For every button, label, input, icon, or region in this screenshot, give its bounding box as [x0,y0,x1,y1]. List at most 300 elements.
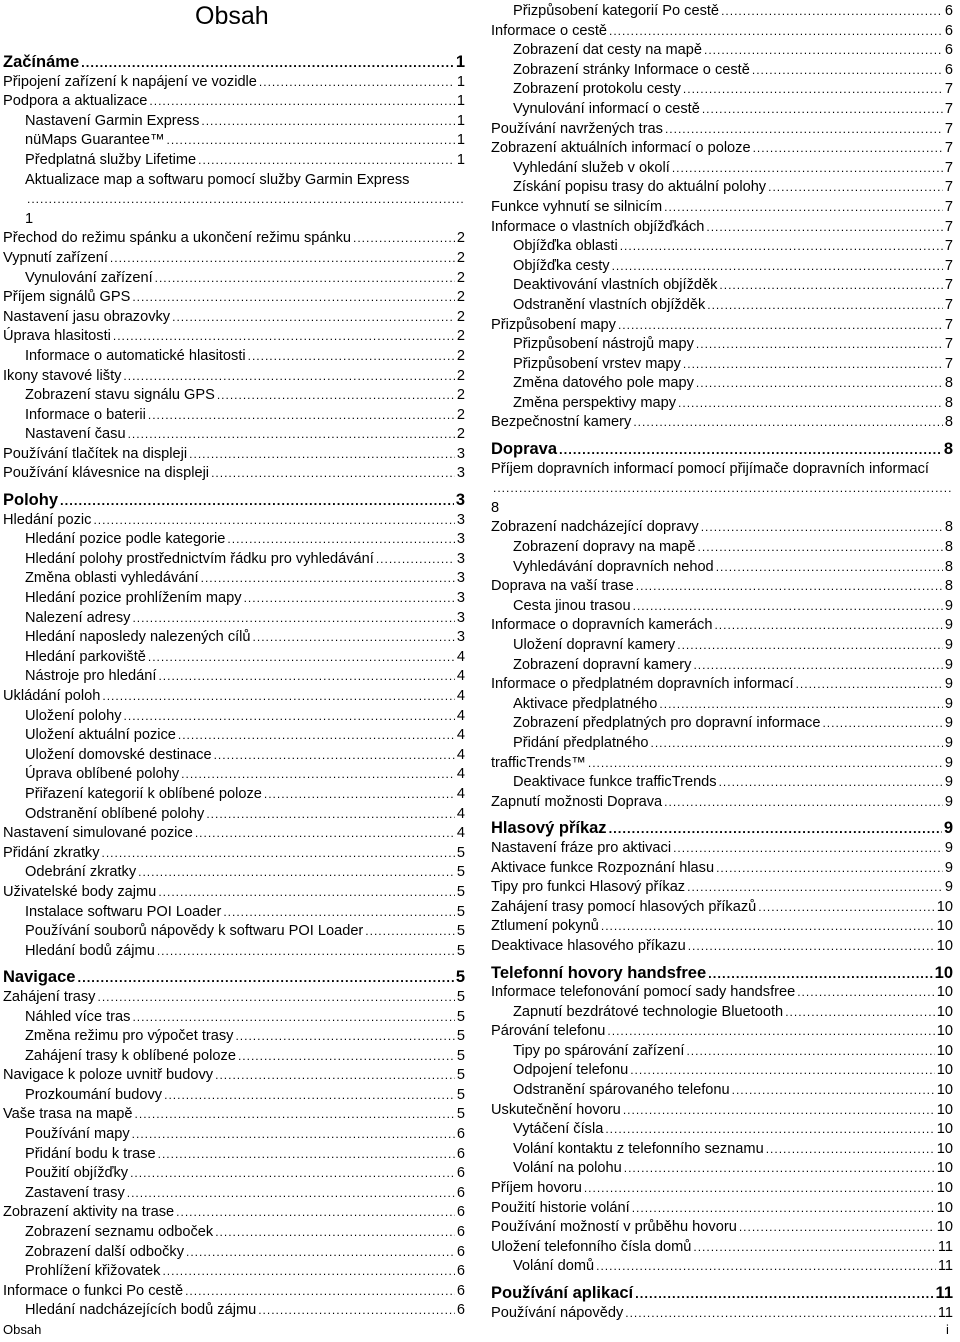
toc-leader-dots [176,1203,455,1223]
toc-entry-label: Změna oblasti vyhledávání [25,570,199,587]
toc-entry-label: Přizpůsobení kategorií Po cestě [513,3,720,19]
toc-leader-dots [135,1105,455,1125]
toc-entry[interactable] [491,597,953,617]
toc-entry-label: Příjem signálů GPS [3,289,131,306]
toc-entry[interactable] [491,316,953,336]
toc-leader-dots [758,898,935,918]
toc-entry[interactable] [3,844,465,864]
toc-entry[interactable] [491,374,953,394]
toc-entry[interactable] [3,1086,465,1106]
toc-leader-dots [214,746,455,766]
toc-entry[interactable] [3,883,465,903]
toc-entry[interactable] [3,511,465,531]
toc-page-number: 10 [936,1121,953,1138]
toc-entry-label: Zobrazení seznamu odboček [25,1224,214,1241]
toc-leader-dots [618,316,943,336]
toc-entry[interactable] [3,1066,465,1086]
toc-entry-label: Prohlížení křižovatek [25,1263,161,1280]
toc-entry[interactable] [491,898,953,918]
toc-entry[interactable] [491,675,953,695]
toc-chapter[interactable] [3,491,465,511]
toc-page-number: 5 [456,988,465,1005]
toc-page-number: 7 [944,159,953,176]
toc-page-number: 6 [456,1302,465,1319]
toc-page-number: 5 [456,1008,465,1025]
toc-page-number: 3 [456,465,465,482]
toc-entry[interactable] [491,859,953,879]
toc-leader-dots [706,218,942,238]
toc-page-number: 10 [936,898,953,915]
toc-page-number: 11 [935,1284,953,1302]
toc-entry[interactable] [491,100,953,120]
toc-entry-label: Odstranění oblíbené polohy [25,805,205,822]
toc-leader-dots [707,296,943,316]
toc-entry-label: Použití historie volání [491,1199,630,1216]
toc-entry[interactable] [491,577,953,597]
toc-entry[interactable] [491,656,953,676]
toc-page-number: 1 [456,93,465,110]
toc-leader-dots [353,229,455,249]
toc-entry-label: Podpora a aktualizace [3,93,148,110]
toc-entry[interactable] [491,518,953,538]
toc-entry[interactable] [491,1218,953,1238]
toc-entry[interactable] [491,394,953,414]
toc-entry[interactable] [3,269,465,289]
toc-entry-label: Přizpůsobení nástrojů mapy [513,336,694,353]
toc-page-number: 2 [456,308,465,325]
toc-leader-dots [752,61,943,81]
toc-leader-dots [601,917,935,937]
toc-leader-dots [693,1238,935,1258]
toc-entry[interactable] [491,237,953,257]
toc-entry-label: Objížďka cesty [513,257,610,274]
toc-page-number: 11 [937,1304,953,1321]
toc-leader-dots [672,159,943,179]
toc-entry[interactable] [3,445,465,465]
toc-page-number: 7 [944,316,953,333]
toc-entry-label: Informace o funkci Po cestě [3,1282,184,1299]
toc-entry-label: Používání možností v průběhu hovoru [491,1219,737,1236]
toc-page-number: 3 [456,609,465,626]
toc-page-number: 10 [936,1140,953,1157]
toc-entry[interactable] [491,1042,953,1062]
toc-leader-dots [148,406,455,426]
toc-entry[interactable] [3,667,465,687]
toc-entry-label: Uložení aktuální pozice [25,727,176,744]
toc-chapter[interactable] [491,964,953,984]
toc-entry[interactable] [3,785,465,805]
toc-entry-label: Aktivace funkce Rozpoznání hlasu [491,859,715,876]
toc-entry[interactable] [491,878,953,898]
toc-page-number: 9 [944,715,953,732]
toc-entry[interactable] [491,1140,953,1160]
toc-entry[interactable] [491,695,953,715]
toc-entry[interactable] [491,335,953,355]
toc-chapter[interactable] [491,1284,953,1304]
toc-entry[interactable] [491,1120,953,1140]
toc-leader-dots [60,491,454,511]
toc-leader-dots [217,386,455,406]
toc-entry-label: Zobrazení další odbočky [25,1243,184,1260]
toc-page-number: 4 [456,668,465,685]
toc-leader-dots [651,734,943,754]
toc-page-number: 4 [456,805,465,822]
toc-page-number: 1 [25,210,34,227]
toc-leader-dots [127,1184,455,1204]
toc-entry-label: Náhled více tras [25,1008,131,1025]
toc-page-number: 1 [456,112,465,129]
toc-page-number: 10 [936,1160,953,1177]
toc-entry[interactable] [3,863,465,883]
toc-entry-label: Vynulování informací o cestě [513,100,700,117]
toc-entry[interactable] [491,41,953,61]
toc-entry-label: Nalezení adresy [25,609,131,626]
toc-leader-dots [796,675,943,695]
toc-entry[interactable] [491,276,953,296]
toc-leader-dots [630,1061,935,1081]
toc-leader-dots [158,883,455,903]
toc-page-number: 6 [944,22,953,39]
toc-entry-label: Aktualizace map a softwaru pomocí služby Garmin Express [25,171,410,188]
toc-entry-label: Používání navržených tras [491,120,663,137]
toc-leader-dots [227,530,454,550]
toc-leader-dots [238,1047,455,1067]
toc-entry[interactable] [491,296,953,316]
toc-entry-label: Příjem hovoru [491,1180,582,1197]
toc-entry[interactable] [3,73,465,93]
toc-entry[interactable] [3,171,465,230]
toc-entry[interactable] [3,327,465,347]
toc-entry[interactable] [491,198,953,218]
toc-leader-dots [258,1301,455,1321]
toc-entry-label: Ikony stavové lišty [3,367,122,384]
toc-entry[interactable] [491,1081,953,1101]
toc-page-number: 10 [936,1199,953,1216]
toc-entry[interactable] [3,1145,465,1165]
toc-page-number: 3 [455,491,465,510]
toc-page-number: 8 [491,499,500,516]
toc-entry-label: Vyhledávání dopravních nehod [513,558,714,575]
toc-entry[interactable] [3,1164,465,1184]
toc-entry[interactable] [491,538,953,558]
toc-entry[interactable] [491,178,953,198]
toc-entry-label: Zahájení trasy [3,988,96,1005]
toc-leader-dots [584,1179,935,1199]
toc-leader-dots [110,249,455,269]
toc-entry[interactable] [3,131,465,151]
toc-entry[interactable] [491,1101,953,1121]
toc-leader-dots [696,335,943,355]
toc-leader-dots [93,511,454,531]
toc-entry[interactable] [3,942,465,962]
toc-entry-label: Používání nápovědy [491,1304,624,1321]
toc-page-number: 2 [456,347,465,364]
toc-entry-label: Uložení telefonního čísla domů [491,1238,692,1255]
toc-page-number: 3 [456,445,465,462]
toc-leader-dots [148,648,455,668]
toc-entry[interactable] [3,589,465,609]
toc-entry[interactable] [491,61,953,81]
toc-entry[interactable] [3,1125,465,1145]
toc-leader-dots [186,1243,455,1263]
toc-entry[interactable] [491,1061,953,1081]
toc-leader-dots [665,120,943,140]
toc-entry[interactable] [491,22,953,42]
toc-entry-label: Změna perspektivy mapy [513,394,677,411]
toc-entry-label: Odpojení telefonu [513,1062,629,1079]
toc-entry[interactable] [3,1047,465,1067]
toc-leader-dots [132,1008,454,1028]
toc-leader-dots [215,1066,455,1086]
toc-entry[interactable] [3,746,465,766]
toc-entry[interactable] [3,609,465,629]
toc-leader-dots [701,518,943,538]
toc-page-number: 3 [456,590,465,607]
toc-entry[interactable] [491,139,953,159]
toc-page-number: 9 [944,879,953,896]
toc-leader-dots [605,1120,934,1140]
toc-page-number: 4 [456,746,465,763]
toc-page-number: 5 [456,923,465,940]
toc-page-number: 11 [937,1238,953,1255]
toc-entry-label: Úprava hlasitosti [3,328,111,345]
toc-entry-label: Ztlumení pokynů [491,918,599,935]
toc-entry-label: Uskutečnění hovoru [491,1101,621,1118]
toc-entry-label: Zahájení trasy pomocí hlasových příkazů [491,898,757,915]
toc-page-number: 6 [456,1184,465,1201]
toc-entry-label: Navigace [3,968,76,987]
toc-page-number: 2 [456,289,465,306]
toc-entry-label: Tipy po spárování zařízení [513,1042,685,1059]
toc-chapter[interactable] [3,968,465,988]
toc-entry[interactable] [3,530,465,550]
toc-entry[interactable] [3,92,465,112]
toc-entry[interactable] [3,569,465,589]
toc-entry[interactable] [3,425,465,445]
toc-page-number: 9 [943,819,953,838]
toc-entry[interactable] [491,773,953,793]
toc-leader-dots [785,1003,935,1023]
toc-leader-dots [633,597,943,617]
toc-entry[interactable] [3,1243,465,1263]
toc-entry-label: Zobrazení aktivity na trase [3,1204,175,1221]
toc-entry[interactable] [491,734,953,754]
toc-leader-dots [659,695,942,715]
toc-entry-label: Funkce vyhnutí se silnicím [491,198,663,215]
toc-leader-dots [376,550,455,570]
toc-entry[interactable] [491,1022,953,1042]
toc-page-number: 9 [944,839,953,856]
toc-entry-label: Hledání pozic [3,511,92,528]
toc-entry[interactable] [491,1003,953,1023]
toc-chapter[interactable] [491,819,953,839]
toc-page-number: 9 [944,637,953,653]
toc-entry[interactable] [3,406,465,426]
toc-leader-dots [797,983,935,1003]
toc-page-number: 5 [456,1067,465,1084]
toc-entry[interactable] [3,288,465,308]
toc-page-number: 7 [944,296,953,313]
toc-page-number: 5 [456,864,465,881]
toc-entry[interactable] [3,726,465,746]
toc-page-number: 6 [456,1243,465,1260]
toc-chapter[interactable] [491,440,953,460]
toc-entry[interactable] [491,460,953,519]
toc-entry[interactable] [3,1301,465,1321]
toc-entry[interactable] [3,1203,465,1223]
toc-page-number: 6 [456,1263,465,1280]
toc-leader-dots [612,257,943,277]
toc-entry[interactable] [491,413,953,433]
toc-entry[interactable] [491,218,953,238]
toc-chapter[interactable] [3,53,465,73]
toc-entry[interactable] [3,648,465,668]
footer-section-title: Obsah [3,1322,42,1337]
toc-entry[interactable] [491,714,953,734]
toc-entry-label: Aktivace předplatného [513,695,658,712]
toc-entry[interactable] [3,922,465,942]
toc-entry[interactable] [491,616,953,636]
toc-entry[interactable] [491,1179,953,1199]
toc-entry-label: Telefonní hovory handsfree [491,963,707,982]
toc-leader-dots [698,538,943,558]
toc-entry-label: Používání mapy [25,1126,130,1143]
toc-entry[interactable] [3,903,465,923]
toc-entry[interactable] [3,249,465,269]
toc-entry[interactable] [491,355,953,375]
toc-page-number: 3 [456,550,465,567]
toc-entry[interactable] [3,1184,465,1204]
toc-page-number: 2 [456,387,465,404]
toc-entry-label: Volání domů [513,1258,595,1275]
toc-page-number: 10 [936,1062,953,1079]
toc-entry-label: Vaše trasa na mapě [3,1106,133,1123]
toc-entry[interactable] [3,112,465,132]
toc-page-number: 10 [936,918,953,935]
toc-page-number: 9 [944,859,953,876]
toc-page-number: 4 [456,766,465,783]
toc-entry[interactable] [491,983,953,1003]
toc-leader-dots [248,347,455,367]
toc-entry[interactable] [491,1257,953,1277]
toc-entry[interactable] [3,229,465,249]
toc-leader-dots [189,445,455,465]
toc-entry-label: Nastavení jasu obrazovky [3,308,171,325]
toc-entry[interactable] [491,1199,953,1219]
toc-leader-dots [609,22,943,42]
toc-page-number: 2 [456,269,465,286]
toc-entry[interactable] [491,257,953,277]
toc-page-number: 7 [944,140,953,157]
toc-entry[interactable] [3,386,465,406]
toc-page-number: 5 [456,1028,465,1045]
toc-entry[interactable] [3,765,465,785]
toc-entry[interactable] [3,464,465,484]
toc-leader-dots [162,1262,454,1282]
toc-page-number: 5 [456,1106,465,1123]
toc-entry[interactable] [491,120,953,140]
toc-entry[interactable] [491,754,953,774]
toc-entry[interactable] [491,917,953,937]
toc-entry[interactable] [3,1223,465,1243]
toc-page-number: 9 [944,656,953,673]
toc-entry[interactable] [3,824,465,844]
toc-page-number: 9 [944,617,953,634]
toc-entry-label: nüMaps Guarantee™ [25,132,165,149]
toc-column-left [3,46,465,1321]
toc-entry[interactable] [3,1027,465,1047]
toc-leader-dots [77,968,453,988]
toc-page-number: 7 [944,198,953,215]
toc-page-number: 10 [936,1003,953,1020]
toc-entry[interactable] [491,1304,953,1324]
toc-entry[interactable] [491,558,953,578]
toc-leader-dots [732,1081,935,1101]
toc-entry-label: Bezpečnostní kamery [491,414,632,431]
toc-entry[interactable] [3,1105,465,1125]
toc-entry[interactable] [3,805,465,825]
toc-entry-label: Přidání bodu k trase [25,1145,156,1162]
toc-page-number: 7 [944,81,953,98]
toc-entry[interactable] [3,1262,465,1282]
toc-entry[interactable] [491,937,953,957]
toc-entry[interactable] [3,1282,465,1302]
toc-entry[interactable] [3,550,465,570]
toc-entry[interactable] [3,367,465,387]
toc-entry[interactable] [3,151,465,171]
toc-entry-label: Používání tlačítek na displeji [3,445,188,462]
toc-entry[interactable] [3,687,465,707]
toc-page-number: 9 [944,754,953,771]
toc-entry-label: Vypnutí zařízení [3,249,108,266]
toc-leader-dots [683,355,943,375]
toc-entry-label: Zobrazení předplatných pro dopravní informace [513,715,821,732]
toc-page-number: 9 [944,597,953,614]
toc-entry[interactable] [491,2,953,22]
toc-leader-dots [559,440,942,460]
toc-leader-dots [624,1159,935,1179]
toc-entry[interactable] [491,793,953,813]
toc-entry[interactable] [491,636,953,656]
toc-entry[interactable] [3,1008,465,1028]
toc-entry[interactable] [3,308,465,328]
toc-entry[interactable] [3,347,465,367]
toc-entry[interactable] [3,988,465,1008]
toc-entry-label: Deaktivace hlasového příkazu [491,937,686,954]
toc-entry[interactable] [3,707,465,727]
toc-entry[interactable] [491,80,953,100]
toc-entry-label: Uložení polohy [25,707,122,724]
toc-entry-label: Zobrazení aktuálních informací o poloze [491,140,751,157]
toc-page-number: 10 [936,984,953,1001]
footer-page-number: i [946,1322,949,1337]
toc-entry[interactable] [491,1159,953,1179]
toc-entry-label: Hlasový příkaz [491,819,607,838]
toc-entry[interactable] [3,628,465,648]
toc-entry-label: Zastavení trasy [25,1184,125,1201]
toc-entry[interactable] [491,1238,953,1258]
toc-entry-label: Používání souborů nápovědy k softwaru POI Loader [25,923,364,940]
toc-entry-label: Nastavení fráze pro aktivaci [491,839,672,856]
toc-entry-label: Nastavení simulované pozice [3,825,193,842]
toc-page-number: 7 [944,277,953,294]
toc-column-right [491,2,953,1323]
toc-leader-dots [130,1164,455,1184]
toc-entry[interactable] [491,839,953,859]
toc-leader-dots [822,714,942,734]
toc-entry[interactable] [491,159,953,179]
toc-entry-label: Používání klávesnice na displeji [3,465,210,482]
